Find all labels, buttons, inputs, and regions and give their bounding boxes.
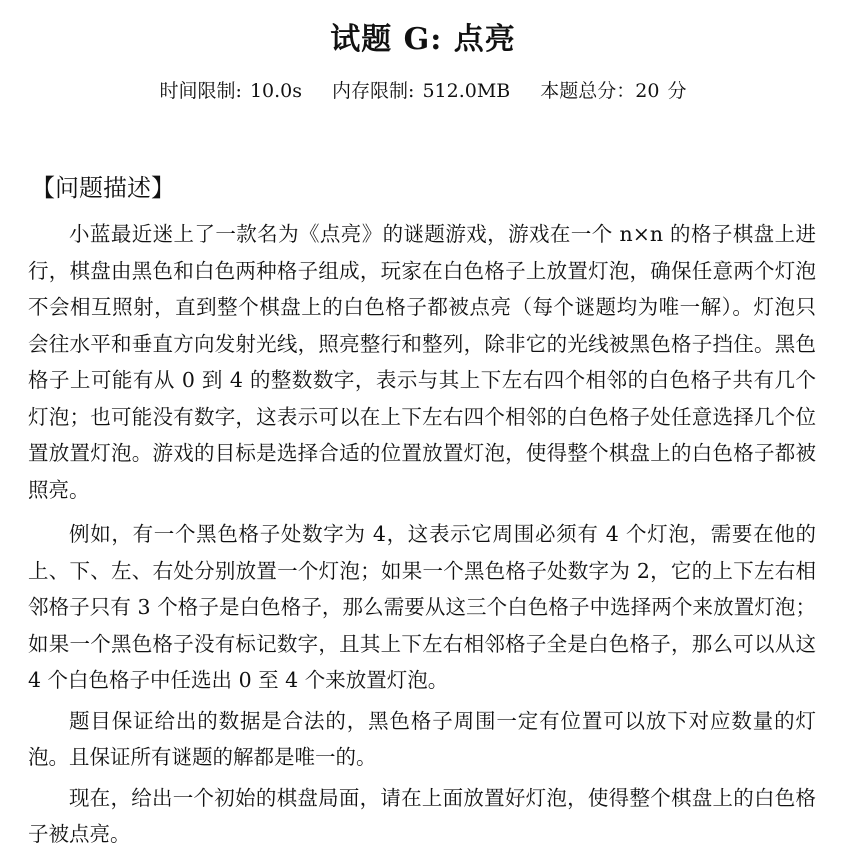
- problem-description: [28, 216, 816, 857]
- time-limit: 时间限制: 10.0s: [159, 80, 302, 102]
- problem-limits: [0, 76, 846, 106]
- paragraph: 小蓝最近迷上了一款名为《点亮》的谜题游戏，游戏在一个 n×n 的格子棋盘上进行，棋盘由黑色和白色两种格子组成，玩家在白色格子上放置灯泡，确保任意两个灯泡不会相互照射，直到整个棋盘上的白色格子都被点亮（每个谜题均为唯一解）。灯泡只会往水平和垂直方向发射光线，照亮整行和整列，除非它的光线被黑色格子挡住。黑色格子上可能有从 0 到 4 的整数数字，表示与其上下左右四个相邻的白色格子共有几个灯泡；也可能没有数字，这表示可以在上下左右四个相邻的白色格子处任意选择几个位置放置灯泡。游戏的目标是选择合适的位置放置灯泡，使得整个棋盘上的白色格子都被照亮。: [28, 222, 816, 502]
- problem-title: 试题 G: 点亮: [330, 22, 516, 57]
- paragraph: 现在，给出一个初始的棋盘局面，请在上面放置好灯泡，使得整个棋盘上的白色格子被点亮。: [28, 785, 816, 846]
- memory-limit: 内存限制: 512.0MB: [332, 80, 511, 102]
- paragraph: 例如，有一个黑色格子处数字为 4，这表示它周围必须有 4 个灯泡，需要在他的上、下、左、右处分别放置一个灯泡；如果一个黑色格子处数字为 2，它的上下左右相邻格子只有 3 个格子是白色格子，那么需要从这三个白色格子中选择两个来放置灯泡；如果一个黑色格子没有标记数字，且其上下左右相邻格子全是白色格子，那么可以从这 4 个白色格子中任选出 0 至 4 个来放置灯泡。: [28, 522, 816, 692]
- total-score: 本题总分：20 分: [540, 80, 687, 102]
- section-heading: 【问题描述】: [31, 174, 175, 202]
- paragraph: 题目保证给出的数据是合法的，黑色格子周围一定有位置可以放下对应数量的灯泡。且保证所有谜题的解都是唯一的。: [28, 708, 816, 769]
